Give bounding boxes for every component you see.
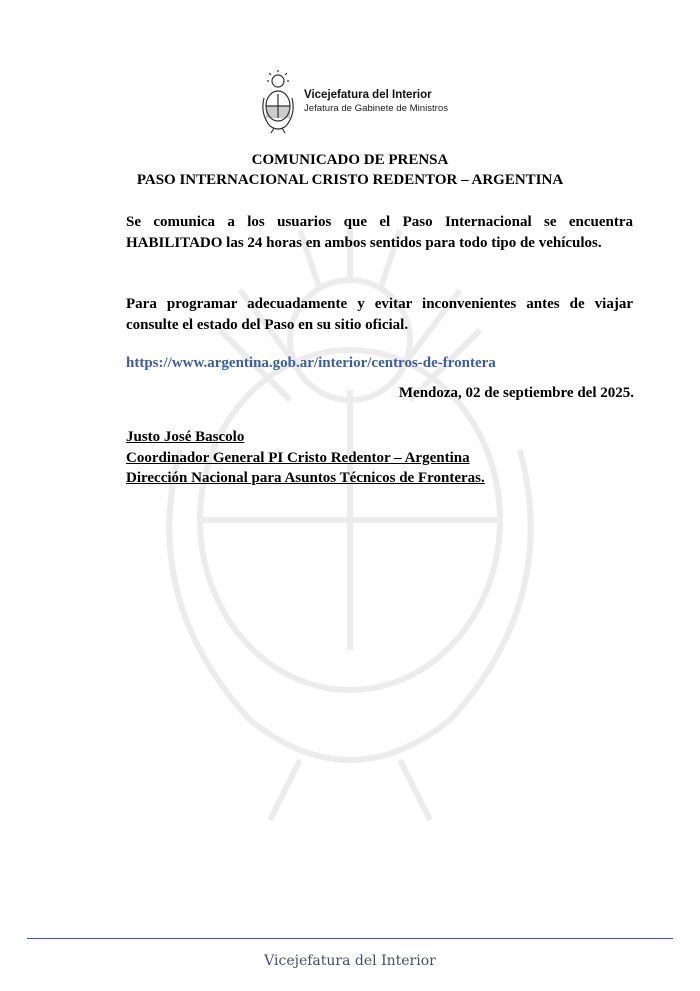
- signature-block: [126, 427, 485, 489]
- communique-heading: COMUNICADO DE PRENSA: [251, 152, 449, 168]
- communique-paragraph-1: Se comunica a los usuarios que el Paso Internacional se encuentra HABILITADO las 24 horas en ambos sentidos para todo tipo de vehículos.: [126, 214, 633, 251]
- header-title: Vicejefatura del Interior: [304, 89, 432, 101]
- communique-subheading: PASO INTERNACIONAL CRISTO REDENTOR – ARGENTINA: [136, 172, 564, 188]
- signature-position: Coordinador General PI Cristo Redentor – Argentina: [126, 449, 470, 466]
- header-subtitle: Jefatura de Gabinete de Ministros: [304, 103, 448, 114]
- communique-paragraph-2: Para programar adecuadamente y evitar inconvenientes antes de viajar consulte el estado del Paso en su sitio oficial.: [126, 296, 633, 333]
- footer-text: Vicejefatura del Interior: [264, 953, 436, 969]
- date-line: Mendoza, 02 de septiembre del 2025.: [398, 385, 634, 401]
- signature-department: Dirección Nacional para Asuntos Técnicos de Fronteras.: [126, 470, 485, 486]
- document-header: [258, 70, 448, 134]
- communique-title: [0, 150, 700, 190]
- coat-of-arms-icon: [258, 70, 298, 134]
- footer-divider: [27, 938, 673, 939]
- signature-name: Justo José Bascolo: [126, 429, 245, 445]
- official-site-link[interactable]: https://www.argentina.gob.ar/interior/centros-de-frontera: [126, 355, 496, 371]
